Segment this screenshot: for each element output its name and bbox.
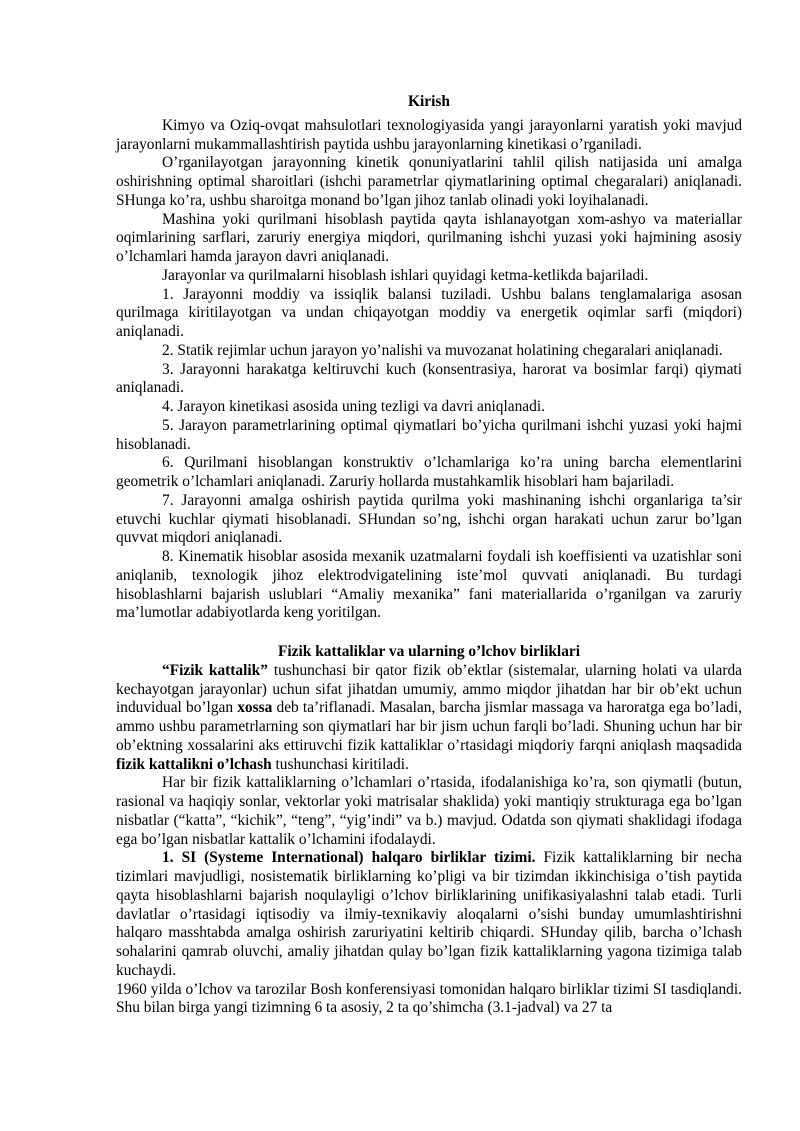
bold-term: xossa <box>237 699 273 717</box>
section-title: Fizik kattaliklar va ularning o’lchov birliklari <box>278 643 580 660</box>
bold-term: “Fizik kattalik” <box>162 661 268 679</box>
paragraph: O’rganilayotgan jarayonning kinetik qonuniyatlarini tahlil qilish natijasida uni amalga oshirishning optimal sharoitlari (ishchi parametrlar qiymatlarining optimal chegaralari) aniqlanadi. SHunga ko’ra, ushbu sharoitga monand bo’lgan jihoz tanlab olinadi yoki loyihalanadi. <box>116 154 742 209</box>
paragraph: Mashina yoki qurilmani hisoblash paytida qayta ishlanayotgan xom-ashyo va materiallar oqimlarining sarflari, zaruriy energiya miqdori, qurilmaning ishchi yuzasi yoki hajmining asosiy o’lchamlari hamda jarayon davri aniqlanadi. <box>116 210 742 265</box>
document-page <box>116 0 742 1018</box>
list-item: 4. Jarayon kinetikasi asosida uning tezligi va davri aniqlanadi. <box>162 398 545 415</box>
list-item: 7. Jarayonni amalga oshirish paytida qurilma yoki mashinaning ishchi organlariga ta’sir etuvchi kuchlar qiymati hisoblanadi. SHundan so’ng, ishchi organ harakati uchun zarur bo’lgan quvvat miqdori aniqlanadi. <box>116 491 742 547</box>
paragraph: Kimyo va Oziq-ovqat mahsulotlari texnologiyasida yangi jarayonlarni yaratish yoki mavjud jarayonlarni mukammallashtirish paytida ushbu jarayonlarning kinetikasi o’rganiladi. <box>116 116 742 153</box>
text-run: Fizik kattaliklarning bir necha tizimlari mavjudligi, nosistematik birliklarning ko’pligi va bir tizimdan ikkinchisiga o’tish paytida qayta hisoblashlarni bajarish noqulayligi o’lchov birliklarining unifikasiyalashni talab etadi. Turli davlatlar o’rtasidagi iqtisodiy va ilmiy-texnikaviy aloqalarni o’sishi bunday umumlashtirishni halqaro masshtabda amalga oshirish zaruriyatini keltirib chiqardi. SHunday qilib, barcha o’lchash sohalarini qamrab oluvchi, amaliy jihatdan qulay bo’lgan fizik kattaliklarning yagona tizimiga talab kuchaydi. <box>116 849 742 979</box>
text-run: deb ta’riflanadi. Masalan, barcha jismlar massaga va haroratga ega bo’ladi, ammo ushbu parametrlarning son qiymatlari har bir jism uchun farqli bo’ladi. Shuning uchun har bir ob’ektning xossalarini aks ettiruvchi fizik kattaliklar o’rtasidagi miqdoriy farqni aniqlash maqsadida <box>116 699 742 754</box>
list-item: 6. Qurilmani hisoblangan konstruktiv o’lchamlariga ko’ra uning barcha elementlarini geometrik o’lchamlari aniqlanadi. Zaruriy hollarda mustahkamlik hisoblari ham bajariladi. <box>116 454 742 490</box>
list-item: 1. Jarayonni moddiy va issiqlik balansi tuziladi. Ushbu balans tenglamalariga asosan qurilmaga kiritilayotgan va undan chiqayotgan moddiy va energetik oqimlar sarfi (miqdori) aniqlanadi. <box>116 285 742 340</box>
subsection-heading: 1. SI (Systeme International) halqaro birliklar tizimi. <box>162 849 536 867</box>
text-run: tushunchasi kiritiladi. <box>271 755 409 773</box>
list-item: 2. Statik rejimlar uchun jarayon yo’nalishi va muvozanat holatining chegaralari aniqlanadi. <box>162 341 723 359</box>
list-item: 8. Kinematik hisoblar asosida mexanik uzatmalarni foydali ish koeffisienti va uzatishlar soni aniqlanib, texnologik jihoz elektrodvigatelining iste’mol quvvati aniqlanadi. Bu turdagi hisoblashlarni bajarish uslublari “Amaliy mexanika” fani materiallarida o’rganilgan va zaruriy ma’lumotlar adabiyotlarda keng yoritilgan. <box>116 548 742 622</box>
paragraph: Jarayonlar va qurilmalarni hisoblash ishlari quyidagi ketma-ketlikda bajariladi. <box>162 266 649 284</box>
page-title: Kirish <box>408 93 450 110</box>
list-item: 3. Jarayonni harakatga keltiruvchi kuch (konsentrasiya, harorat va bosimlar farqi) qiymati aniqlanadi. <box>116 360 742 397</box>
text-run: tushunchasi bir qator fizik ob’ektlar (sistemalar, ularning holati va ularda kechayotgan jarayonlar) uchun sifat jihatdan umumiy, ammo miqdor jihatdan har bir ob’ekt uchun induvidual bo’lgan <box>116 661 742 717</box>
paragraph <box>116 662 742 775</box>
paragraph: Har bir fizik kattaliklarning o’lchamlari o’rtasida, ifodalanishiga ko’ra, son qiymatli (butun, rasional va haqiqiy sonlar, vektorlar yoki matrisalar shaklida) yoki mantiqiy strukturaga ega bo’lgan nisbatlar (“katta”, “kichik”, “teng”, “yig’indi” va b.) mavjud. Odatda son qiymati shaklidagi ifodaga ega bo’lgan nisbatlar kattalik o’lchamini ifodalaydi. <box>116 774 742 848</box>
paragraph <box>116 849 742 980</box>
paragraph: 1960 yilda o’lchov va tarozilar Bosh konferensiyasi tomonidan halqaro birliklar tizimi SI tasdiqlandi. Shu bilan birga yangi tizimning 6 ta asosiy, 2 ta qo’shimcha (3.1-jadval) va 27 ta <box>116 980 742 1017</box>
list-item: 5. Jarayon parametrlarining optimal qiymatlari bo’yicha qurilmani ishchi yuzasi yoki hajmi hisoblanadi. <box>116 416 742 453</box>
bold-term: fizik kattalikni o’lchash <box>116 755 272 773</box>
